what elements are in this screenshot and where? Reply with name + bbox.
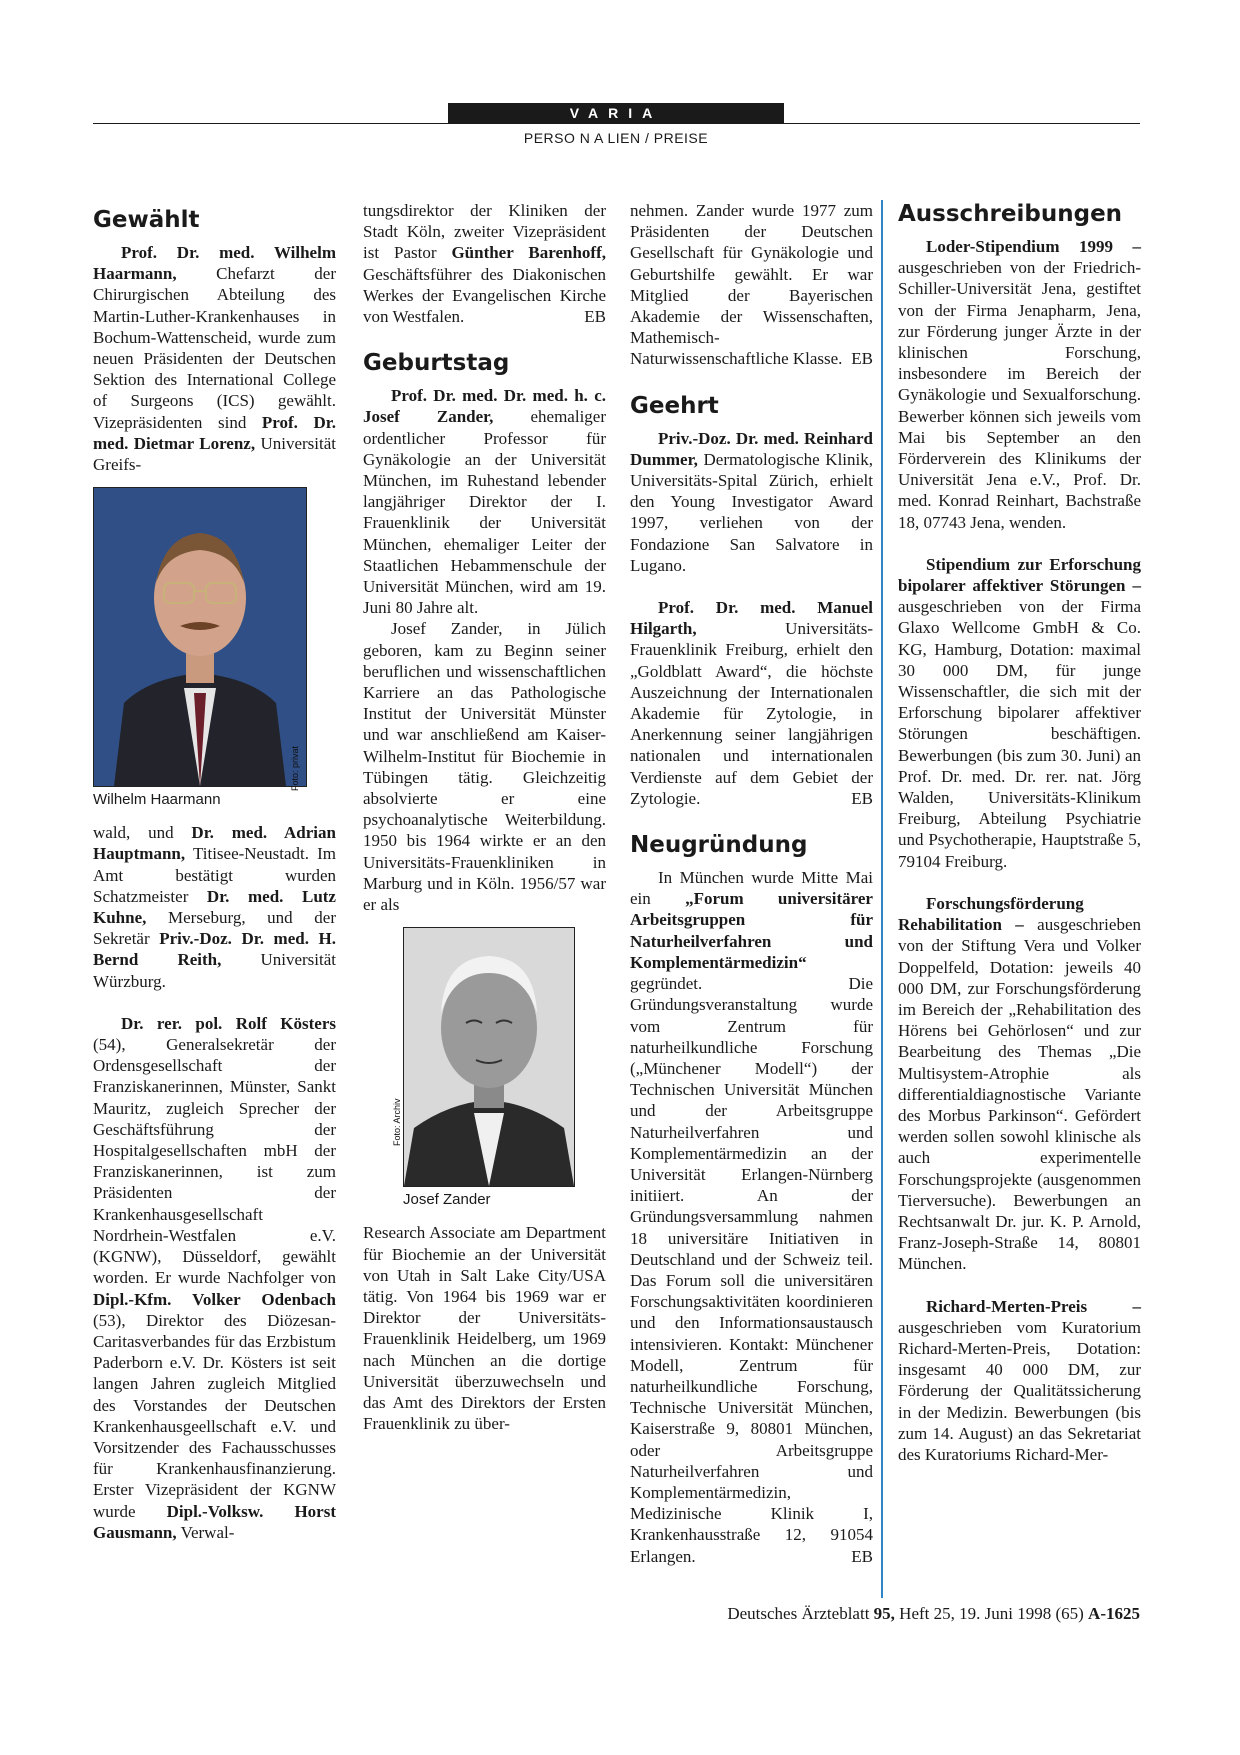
column-1 (93, 200, 336, 1543)
page-footer: Deutsches Ärzteblatt 95, Heft 25, 19. Juni 1998 (65) A-1625 (727, 1604, 1140, 1623)
author-initials: EB (851, 1546, 873, 1566)
heading-ausschreibungen: Ausschreibungen (898, 201, 1123, 227)
paragraph-dummer: Priv.-Doz. Dr. med. Reinhard Dummer, Dermatologische Klinik, Universitäts-Spital Zürich, erhielt den Young Investigator Award 1997, verliehen von der Fondazione San Salvatore in Lugano. (630, 428, 873, 575)
paragraph-continued: wald, und Dr. med. Adrian Hauptmann, Titisee-Neustadt. Im Amt bestätigt wurden Schatzmeister Dr. med. Lutz Kuhne, Merseburg, und der Sekretär Priv.-Doz. Dr. med. H. Bernd Reith, Universität Würzburg. (93, 823, 336, 991)
photo-caption: Josef Zander (403, 1191, 491, 1209)
heading-neugruendung: Neugründung (630, 832, 808, 859)
header-rule (93, 123, 1140, 124)
paragraph-stipendium: Stipendium zur Erforschung bipolarer affektiver Störungen – ausgeschrieben von der Firma Glaxo Wellcome GmbH & Co. KG, Hamburg, Dotation: maximal 30 000 DM, für junge Wissenschaftler, die sich mit der Erforschung bipolarer affektiver Störungen beschäftigen. Bewerbungen (bis zum 30. Juni) an Prof. Dr. med. Dr. rer. nat. Jörg Walden, Universitäts-Klinikum Freiburg, Abteilung Psychiatrie und Psychotherapie, Hauptstraße 5, 79104 Freiburg. (898, 554, 1141, 871)
column-3 (630, 200, 873, 1567)
photo-credit: Foto: Archiv (392, 1098, 402, 1147)
paragraph-continued-3: nehmen. Zander wurde 1977 zum Präsidenten der Deutschen Gesellschaft für Gynäkologie und Geburtshilfe gewählt. Er war Mitglied der Bayerischen Akademie der Wissenschaften, Mathemisch-Naturwissenschaftliche Klasse. EB (630, 201, 873, 369)
paragraph-zander: Prof. Dr. med. Dr. med. h. c. Josef Zander, ehemaliger ordentlicher Professor für Gynäkologie an der Universität München, im Ruhestand lebender langjähriger Direktor der I. Frauenklinik der Universität München, ehemaliger Leiter der Staatlichen Hebammenschule der Universität München, wird am 19. Juni 80 Jahre alt. (363, 386, 606, 618)
paragraph-forschungsfoerderung: Forschungsförderung Rehabilitation – ausgeschrieben von der Stiftung Vera und Volker Doppelfeld, Dotation: jeweils 40 000 DM, zur Forschungsförderung im Bereich der „Rehabilitation des Hörens bei Gehörlosen“ und zur Bearbeitung des Themas „Die Multisystem-Atrophie als differentialdiagnostische Variante des Morbus Parkinson“. Gefördert werden sollen sowohl klinische als auch experimentelle Forschungsprojekte (ausgenommen Tierversuche). Bewerbungen an Rechtsanwalt Dr. jur. K. P. Arnold, Franz-Joseph-Straße 14, 80801 München. (898, 893, 1141, 1274)
photo-caption: Wilhelm Haarmann (93, 791, 221, 809)
author-initials: EB (851, 349, 873, 369)
paragraph-haarmann: Prof. Dr. med. Wilhelm Haarmann, Chefarzt der Chirurgischen Abteilung des Martin-Luther-Krankenhauses in Bochum-Wattenscheid, wurde zum neuen Präsidenten der Deutschen Sektion des International College of Surgeons (ICS) gewählt. Vizepräsidenten sind Prof. Dr. med. Dietmar Lorenz, Universität Greifs- (93, 243, 337, 475)
portrait-image (404, 928, 574, 1186)
section-header: VARIA (448, 103, 784, 123)
heading-geburtstag: Geburtstag (363, 350, 510, 377)
column-rule (881, 200, 883, 1598)
portrait-image (94, 488, 306, 786)
paragraph-forum: In München wurde Mitte Mai ein „Forum universitärer Arbeitsgruppen für Naturheilverfahren und Komplementärmedizin“ gegründet. Die Gründungsveranstaltung wurde vom Zentrum für naturheilkundliche Forschung („Münchener Modell“) der Technischen Universität München und der Arbeitsgruppe Naturheilverfahren und Komplementärmedizin an der Universität Erlangen-Nürnberg initiiert. An der Gründungsversammlung nahmen 18 universitäre Initiativen in Deutschland und der Schweiz teil. Das Forum soll die universitären Forschungsaktivitäten koordinieren und den Informationsaustausch intensivieren. Kontakt: Münchener Modell, Zentrum für naturheilkundliche Forschung, Technische Universität München, Kaiserstraße 9, 80801 München, oder Arbeitsgruppe Naturheilverfahren und Komplementärmedizin, Medizinische Klinik I, Krankenhausstraße 12, 91054 Erlangen. EB (630, 868, 873, 1566)
paragraph-continued-2: tungsdirektor der Kliniken der Stadt Köln, zweiter Vizepräsident ist Pastor Günther Barenhoff, Geschäftsführer des Diakonischen Werkes der Evangelischen Kirche von Westfalen. EB (363, 201, 607, 327)
paragraph-merten: Richard-Merten-Preis – ausgeschrieben vom Kuratorium Richard-Merten-Preis, Dotation: insgesamt 40 000 DM, zur Förderung der Qualitätssicherung in der Medizin. Bewerbungen (bis zum 14. August) an das Sekretariat des Kuratoriums Richard-Mer- (898, 1296, 1141, 1464)
photo-haarmann (93, 487, 307, 792)
column-2 (363, 200, 606, 1434)
paragraph-loder: Loder-Stipendium 1999 – ausgeschrieben von der Friedrich-Schiller-Universität Jena, gestiftet von der Firma Jenapharm, Jena, zur Förderung junger Ärzte in der klinischen Forschung, insbesondere im Bereich der Gynäkologie und Sexualforschung. Bewerber können sich jeweils vom Mai bis September an den Förderverein des Klinikums der Universität Jena e.V., Prof. Dr. med. Konrad Reinhart, Bachstraße 18, 07743 Jena, wenden. (898, 237, 1141, 532)
column-4 (898, 200, 1141, 1465)
author-initials: EB (851, 788, 873, 808)
section-subheader: PERSO N A LIEN / PREISE (523, 130, 709, 146)
heading-gewaehlt: Gewählt (93, 207, 200, 233)
photo-credit: Foto: privat (290, 746, 300, 792)
paragraph-zander-cont: Research Associate am Department für Biochemie an der Universität von Utah in Salt Lake City/USA tätig. Von 1964 bis 1969 war er Direktor der Universitäts-Frauenklinik Heidelberg, um 1969 nach München an die dortige Universität überzuwechseln und das Amt des Direktors der Ersten Frauenklinik zu über- (363, 1223, 606, 1434)
paragraph-zander-career: Josef Zander, in Jülich geboren, kam zu Beginn seiner beruflichen und wissenschaftlichen Karriere an das Pathologische Institut der Universität Münster und war anschließend am Kaiser-Wilhelm-Institut für Biochemie in Tübingen tätig. Gleichzeitig absolvierte er eine psychoanalytische Weiterbildung. 1950 bis 1964 wirkte er an den Universitäts-Frauenkliniken in Marburg und in Köln. 1956/57 war er als (363, 619, 606, 915)
paragraph-hilgarth: Prof. Dr. med. Manuel Hilgarth, Universitäts-Frauenklinik Freiburg, erhielt den „Goldblatt Award“, die höchste Auszeichnung der Internationalen Akademie für Zytologie, in Anerkennung seiner langjährigen nationalen und internationalen Verdienste auf dem Gebiet der Zytologie. EB (630, 598, 873, 808)
paragraph-koesters: Dr. rer. pol. Rolf Kösters (54), Generalsekretär der Ordensgesellschaft der Franziskanerinnen, Münster, Sankt Mauritz, zugleich Sprecher der Geschäftsführung der Hospitalgesellschaften mbH der Franziskanerinnen, ist zum Präsidenten der Krankenhausgesellschaft Nordrhein-Westfalen e.V. (KGNW), Düsseldorf, gewählt worden. Er wurde Nachfolger von Dipl.-Kfm. Volker Odenbach (53), Direktor des Diözesan-Caritasverbandes für das Erzbistum Paderborn e.V. Dr. Kösters ist seit langen Jahren zugleich Mitglied des Vorstandes der Deutschen Krankenhausgeellschaft e.V. und Vorsitzender des Fachausschusses für Krankenhausfinanzierung. Erster Vizepräsident der KGNW wurde Dipl.-Volksw. Horst Gausmann, Verwal- (93, 1013, 336, 1542)
photo-zander (392, 927, 575, 1187)
author-initials: EB (584, 307, 606, 327)
heading-geehrt: Geehrt (630, 392, 719, 419)
